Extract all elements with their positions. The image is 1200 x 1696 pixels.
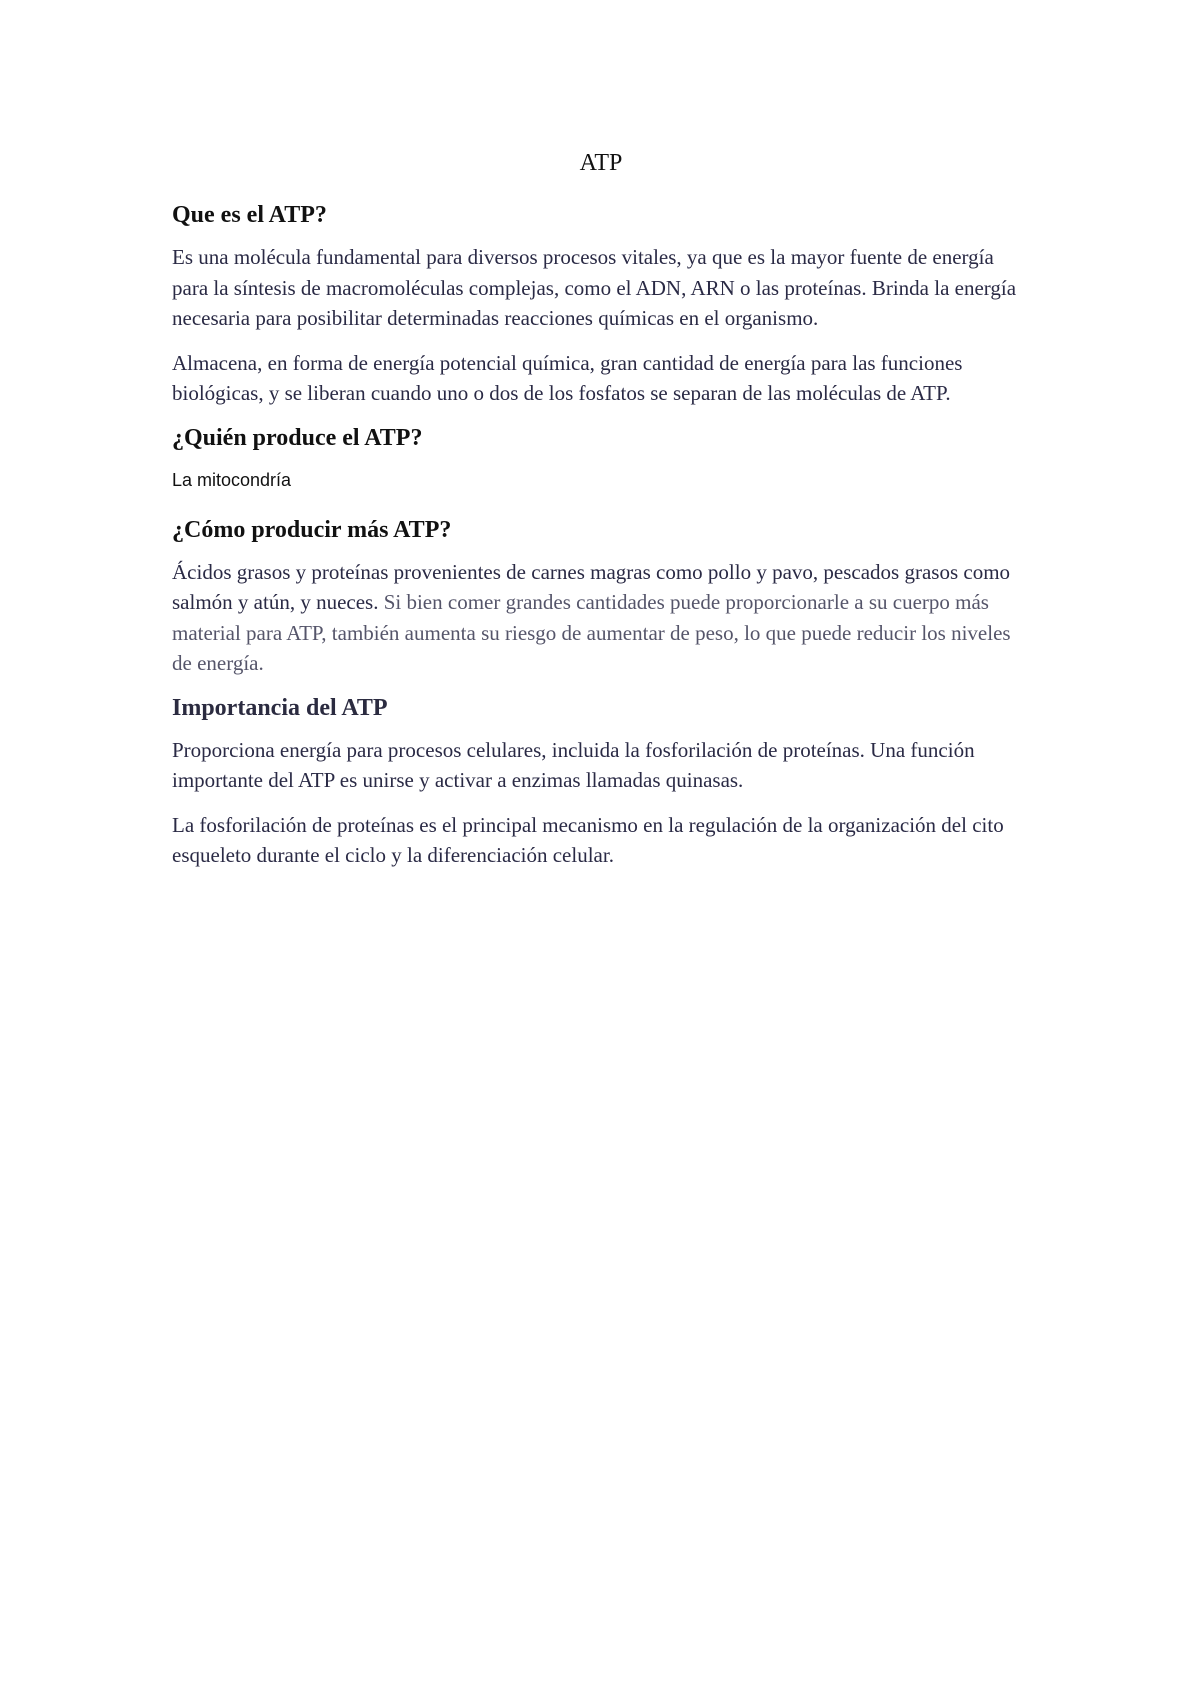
paragraph: [172, 557, 1030, 679]
paragraph: Almacena, en forma de energía potencial química, gran cantidad de energía para las funciones biológicas, y se liberan cuando uno o dos de los fosfatos se separan de las moléculas de ATP.: [172, 350, 963, 405]
paragraph: Proporciona energía para procesos celulares, incluida la fosforilación de proteínas. Una función importante del ATP es unirse y activar a enzimas llamadas quinasas.: [172, 737, 975, 792]
section-como-producir: [172, 515, 1030, 679]
section-que-es-atp: [172, 200, 1030, 409]
section-heading: Que es el ATP?: [172, 202, 327, 228]
section-quien-produce: [172, 423, 1030, 495]
section-heading: Importancia del ATP: [172, 694, 388, 721]
paragraph-part-muted: Si bien comer grandes cantidades puede proporcionarle a su cuerpo más material para ATP, también aumenta su riesgo de aumentar de peso, lo que puede reducir los niveles de energía.: [172, 590, 1011, 675]
section-importancia: [172, 693, 1030, 871]
paragraph: Es una molécula fundamental para diversos procesos vitales, ya que es la mayor fuente de energía para la síntesis de macromoléculas complejas, como el ADN, ARN o las proteínas. Brinda la energía necesaria para posibilitar determinadas reacciones químicas en el organismo.: [172, 245, 1017, 330]
section-heading: ¿Cómo producir más ATP?: [172, 516, 452, 543]
section-heading: ¿Quién produce el ATP?: [172, 424, 423, 451]
paragraph-part: Ácidos grasos y proteínas provenientes de carnes magras como pollo y pavo, pescados grasos como salmón y atún, y nueces.: [172, 559, 1011, 614]
document-title: ATP: [579, 150, 623, 176]
answer-text: La mitocondría: [172, 469, 292, 490]
paragraph: La fosforilación de proteínas es el principal mecanismo en la regulación de la organización del cito esqueleto durante el ciclo y la diferenciación celular.: [172, 812, 1004, 867]
